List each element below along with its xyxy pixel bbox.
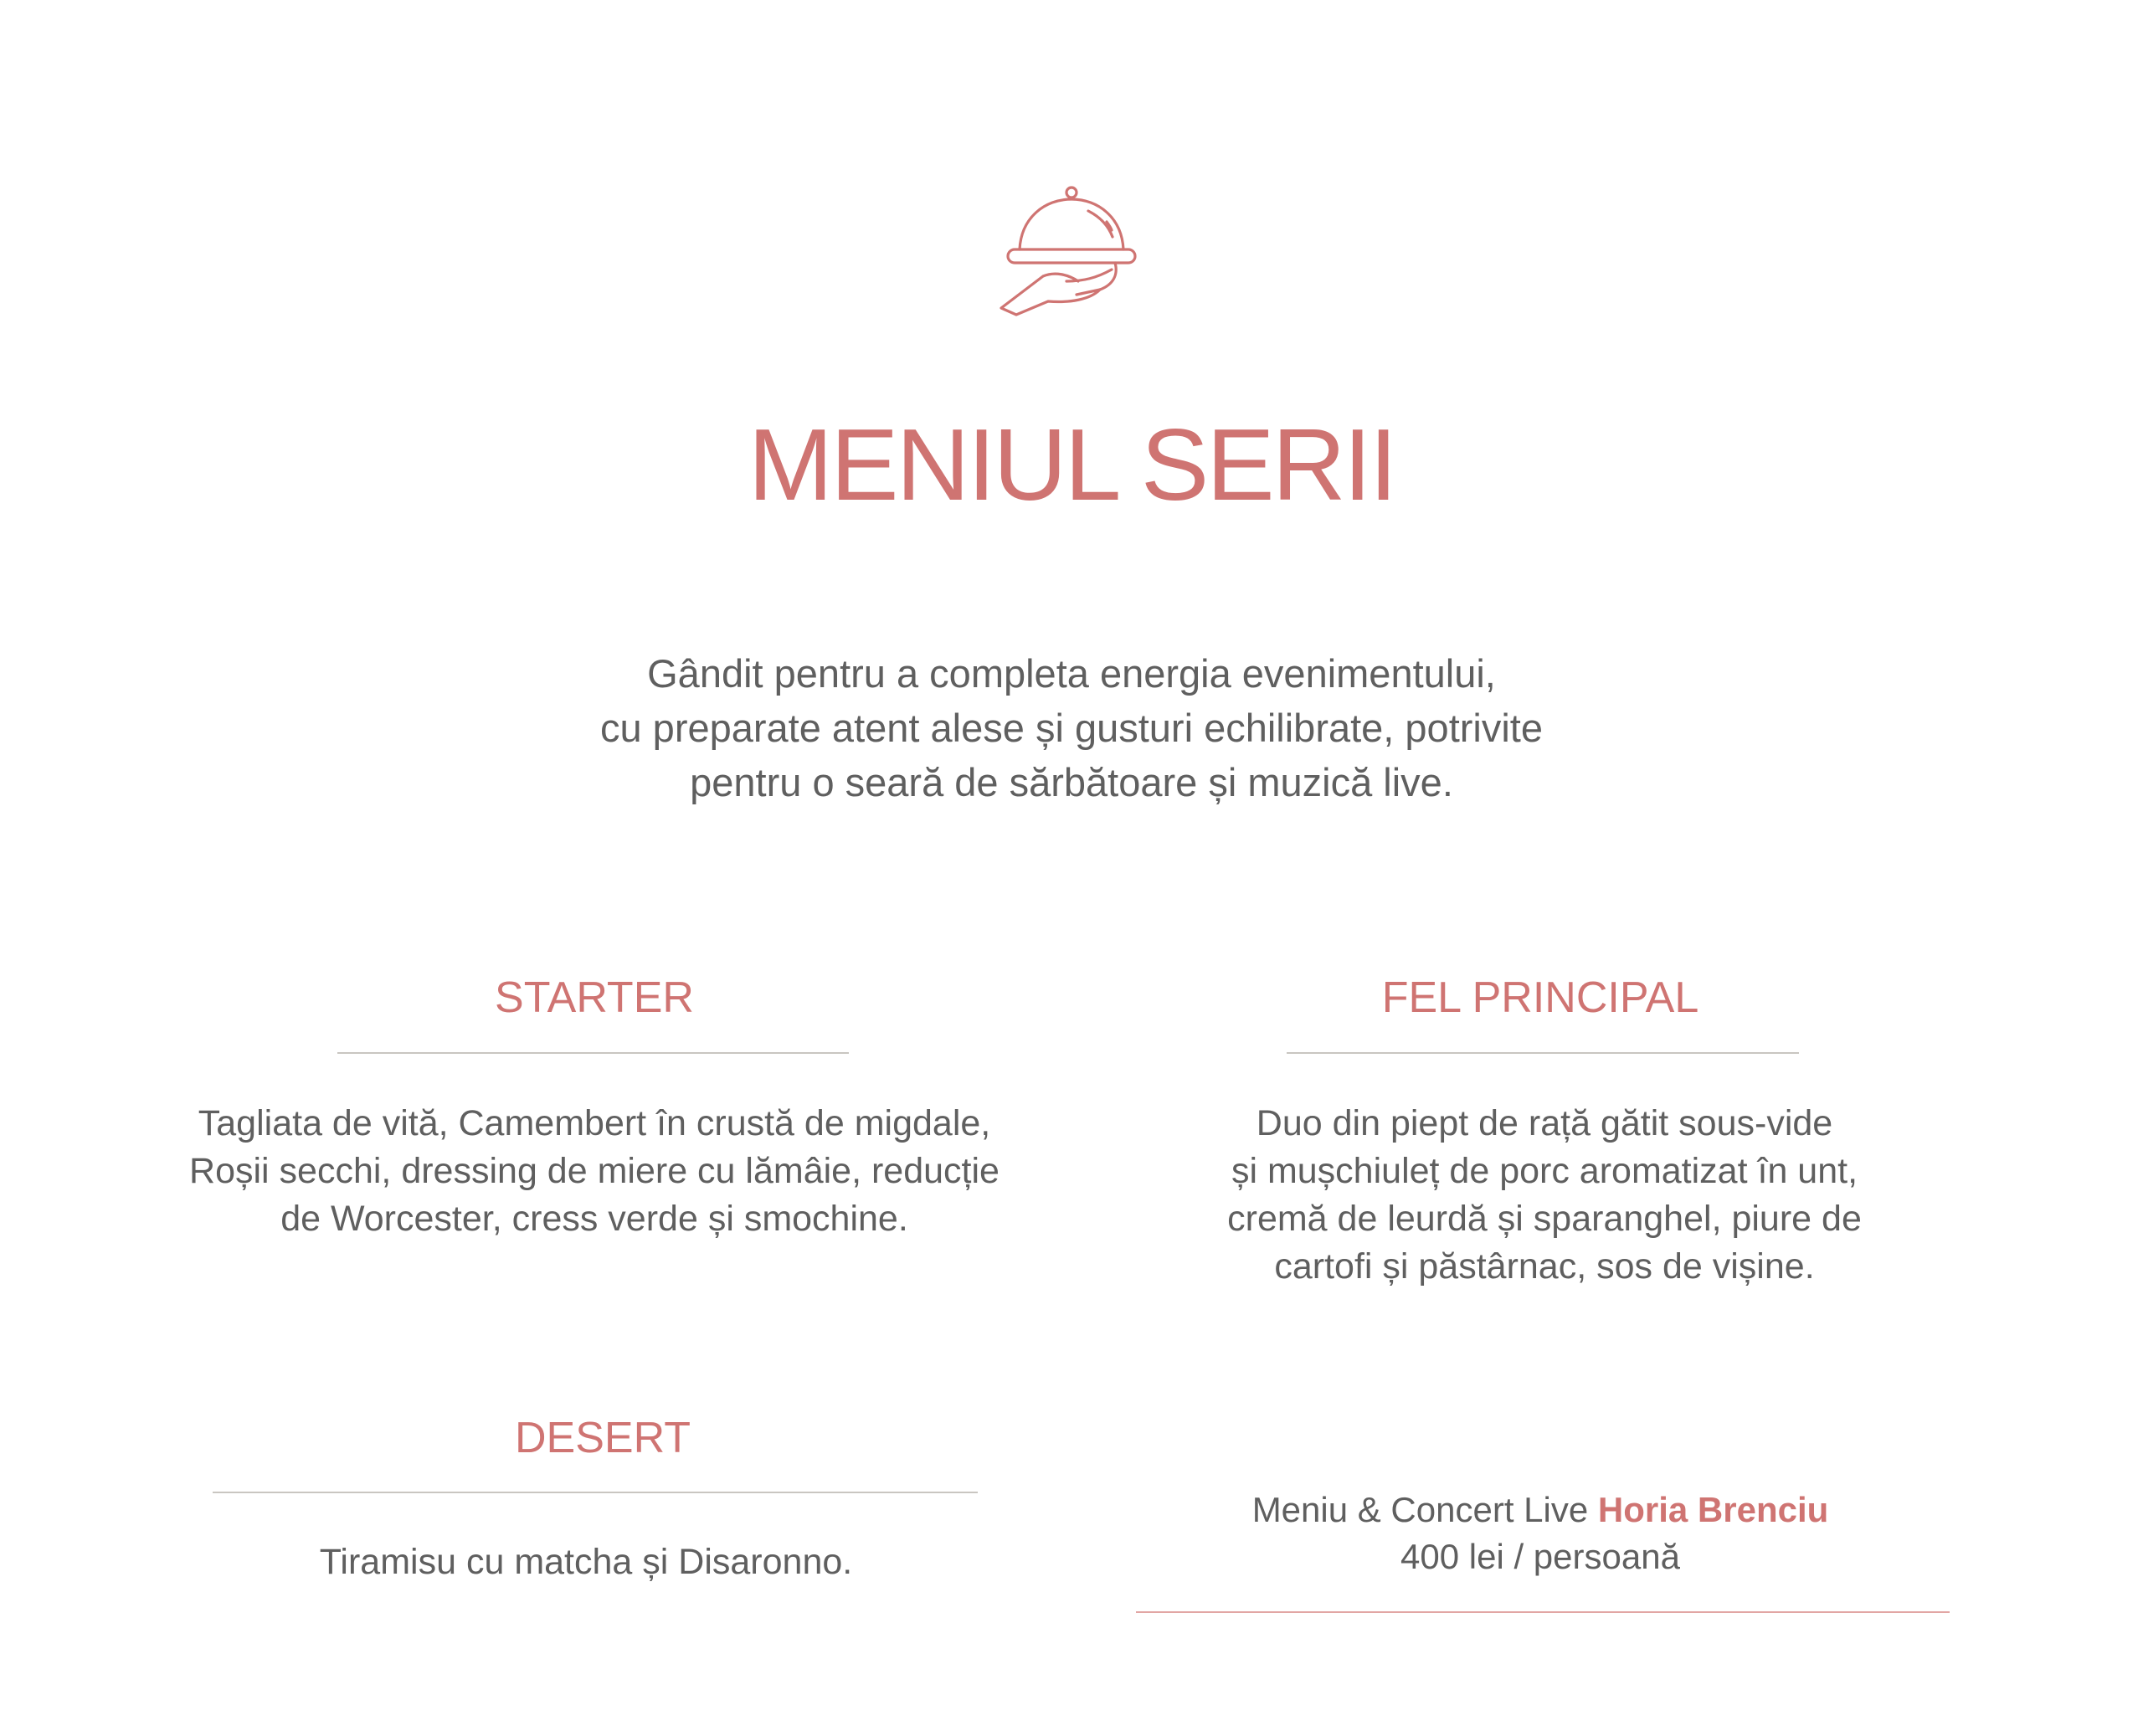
dessert-line: Tiramisu cu matcha și Disaronno. bbox=[319, 1542, 853, 1582]
intro-paragraph bbox=[402, 646, 1741, 809]
main-course-heading: FEL PRINCIPAL bbox=[1381, 973, 1699, 1022]
cloche-serving-hand-icon bbox=[996, 182, 1147, 318]
main-course-line: Duo din piept de rață gătit sous-vide bbox=[1256, 1103, 1833, 1143]
dessert-description bbox=[184, 1538, 988, 1586]
page-title: MENIUL SERII bbox=[748, 408, 1395, 521]
starter-heading: STARTER bbox=[495, 973, 694, 1022]
starter-divider bbox=[337, 1052, 849, 1054]
main-course-line: cremă de leurdă și sparanghel, piure de bbox=[1227, 1199, 1862, 1239]
offer-divider bbox=[1136, 1611, 1950, 1613]
offer-prefix: Meniu & Concert Live bbox=[1251, 1490, 1598, 1529]
dessert-heading: DESERT bbox=[515, 1414, 691, 1462]
intro-line: cu preparate atent alese și gusturi echilibrate, potrivite bbox=[599, 706, 1543, 750]
offer-price: 400 lei / persoană bbox=[1400, 1537, 1680, 1576]
starter-line: Tagliata de vită, Camembert în crustă de migdale, bbox=[198, 1103, 991, 1143]
artist-name: Horia Brenciu bbox=[1597, 1490, 1829, 1529]
dessert-divider bbox=[213, 1492, 978, 1493]
intro-line: Gândit pentru a completa energia evenimentului, bbox=[647, 651, 1496, 696]
main-course-line: și mușchiuleț de porc aromatizat în unt, bbox=[1231, 1151, 1858, 1191]
main-course-divider bbox=[1287, 1052, 1799, 1054]
starter-line: Roșii secchi, dressing de miere cu lămâie, reducție bbox=[189, 1151, 1000, 1191]
main-course-description bbox=[1088, 1100, 2001, 1291]
starter-description bbox=[126, 1100, 1063, 1243]
offer-line bbox=[1122, 1487, 1959, 1533]
intro-line: pentru o seară de sărbătoare și muzică live. bbox=[690, 760, 1453, 804]
starter-line: de Worcester, cress verde și smochine. bbox=[280, 1199, 908, 1239]
offer-block bbox=[1122, 1487, 1959, 1580]
main-course-line: cartofi și păstârnac, sos de vișine. bbox=[1274, 1246, 1815, 1287]
